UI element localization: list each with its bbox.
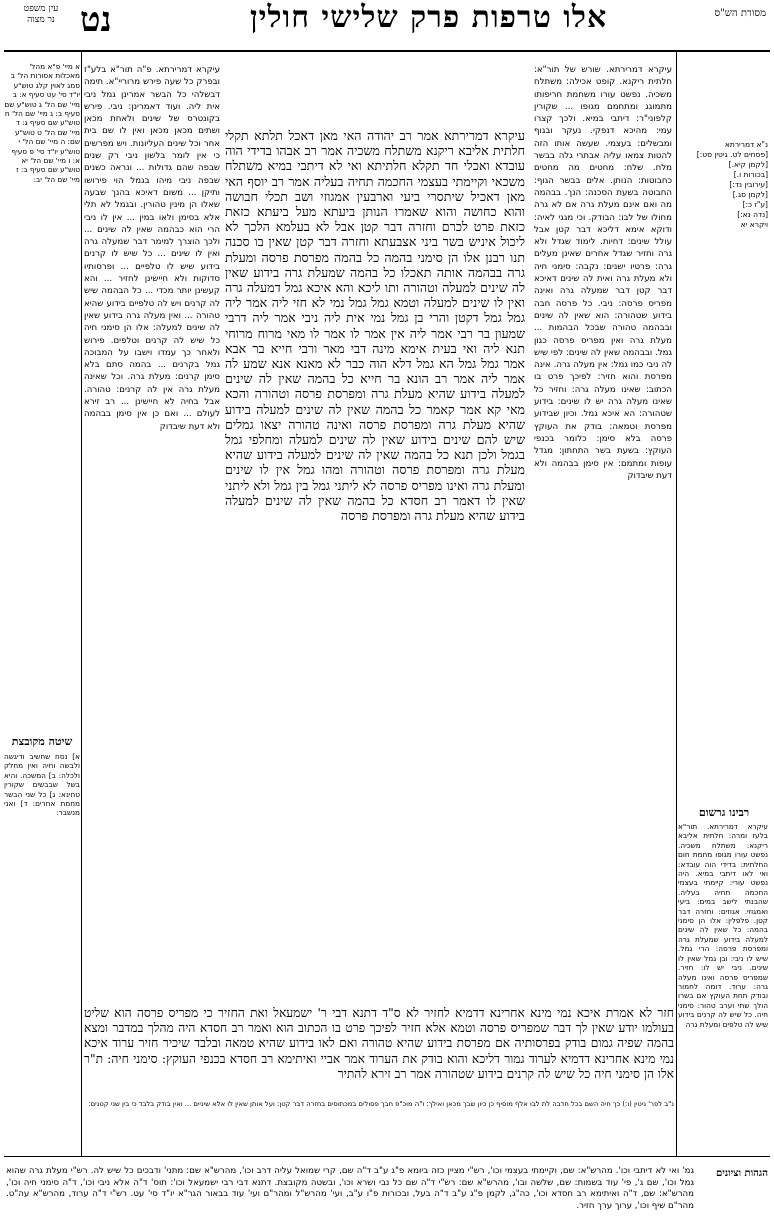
page-title: אלו טרפות פרק שלישי חולין — [250, 0, 608, 35]
ein-mishpat-header: עין משפט נר מצוה — [23, 4, 59, 25]
footnote: נ"ב לפר' גיטין (ו:) כך חיה השם בכל חדבה לת לבו אלף מוסיף כן כיון שבך מכאן ואילך: ו"ה מוכ"פ חבך פסולים במכתוסים בחזרה דבר קטן: ועל אותן שאין לו אלא שיניים ... ואין בודק בלבד כי בין שני קטנים: — [88, 1100, 674, 1108]
header-rule — [4, 50, 770, 52]
gemara-continuation — [84, 1006, 674, 1098]
rabbeinu-gershom-title: רבינו גרשום — [698, 806, 750, 819]
hagahot-rule — [4, 1156, 770, 1157]
rashi-column: עיקרא דמרירתא. שורש של תור"א: חלתית ריקנא. קופט אכילה: משתלח משכיה. נפשט עורו משחמת חריפותו מתמוגג ומתחמם מגופו ... שקורין קלפוני"ר: דיתבי במיא. ולכך קצרו עמי: מהיכא דנפקי. נעקר ובגוף ומבשלים: בעצמי. שעשה אותו הזה להטות צמאו עליה אבתרי גלה בבשר מלח. שלח: מחטים מה מחטים כחבוטות: הנותן. אלים בבשר הגוף: החבוטה בשעת הסכנה: הנך. בבהמה מה ואם אינם מעלת גרה אם לא גרה מחולו של לבו: הבודק. וכי מגגי לאיה: ודוקא אימא דליכא דבר קטן אבל עולל שינים: דחיות. לימוד שגדל ולא גרה וחזיר שגדל אחרים שאינן מעלים גרה: פרטיו ישנים: נקבה: סימני חיה ולא מעלת גרה ואית לה שינים דאיכא דבר קטן דבר שמעלה גרה ואינה מפריס פרסה: ניבי. כל פרסה חבה בידוע שטהורה: הוא שאין לה שינים ובבהמה טהורה שבכל הבהמות ... מעלת גרה ואין מפריס פרסה כגון גמל. ובבהמה שאין לה שינים: לפי שיש לה ניבי כמו גמל: אין מעלה גרה. אינה מפרסת והוא חזיר: לפיכך פרט בו הכתוב: שאינו מעלה גרה: וחזיר כל שאינו מעלה גרה יש לו שינים: בידוע שטהורה: הא איכא גמל. וכיון שבידוע מפרסת וטמאה: בודק את העוקץ פרסה בלא סימן: כלומר בכנפי העוקץ: בשעת בשר התחתון: מגדל עופות ומתמם: אין סימן בבהמה ולא דעת שיבדוק — [534, 65, 672, 481]
tosafot-column: עיקרא דמרירתא. פ"ה תור"א בלע"ז ובפרק כל שעה פירש מרוריי"א. תימה דבשלהי כל הבשר אמרינן גמל ניבי אית ליה. ועוד דאמרינן: ניבי. פירש בקונטרס של שינים ולאחת מכאן ושתים מכאן מכאן ואין לו שם בית אחר וכל שינים העליונות. ויש מפרשים כי אין לומר בלשון ניבי רק שנים שבפה שהם גדולות ... ונראה כשנים שבפה ניבי מיהו בגמל הוי פירושו ותיקן ... משום דאיכא בהנך שבעה שאלו הן מינין טהורין. ובגמל לא תלי אלא בסימן ולאו במין ... אין לו ניבי הרי הוא כבהמה שאין לה שינים ... ולכך הוצרך למימר דבר שמעלה גרה ואין לו שינים ... כל שיש לו קרנים בידוע שיש לו טלפיים ... ופרסותיו סדוקות ולא חיישינן לחזיר ... והא קעשינן יותר מכדי ... כל הבהמה שיש לה קרנים ויש לה טלפיים בידוע שהיא טהורה ... ואין מעלה גרה בידוע שאין לה שינים למעלה: אלו הן סימני חיה כל שיש לה קרנים וטלפים. פירוש ולאחר כך עמדו וישבו על המבוכה גמל בקרנים ... בהמה סתם בלא סימן קרנים: מעלת גרה. וכל שאינה מעלת גרה אין לה קרנים: טהורה. אבל בחיה לא חיישינן ... רב זירא לעולם ... ואם כן אין סימן בבהמה ולא דעת שיבדוק — [84, 65, 220, 432]
masoret-header: מסורת הש"ס — [714, 8, 766, 19]
left-margin-rule — [81, 52, 82, 1156]
rabbeinu-gershom-text: עיקרא דמרירתא. תור"א בלעז ומרה: חלתית אליבא ריקנא: משתלח משכיה. נפשט עורו מגופו מחמת חום החלתית: בדידי הוה עובדא: ואי לאו דיתבי במיא. היה נפשט עורי: קיימתי בעצמי החכמה תחיה בעליה. שהבנתי לישב במים: ביעי ואמגוזי. אגוזים: וחזרה דבר קטן. פלפלין: אלו הן סימני בהמה: כל שאין לה שינים למעלה בידוע שמעלת גרה ומפרסת פרסה: הרי גמל. שיש לו ניבי: ובן גמל שאין לו שינים. ניבי יש לו: חזיר. שמפריס פרסה ואינו מעלה גרה: ערוד. דומה לחמור ובודק תחת העוקץ אם בשרו הולך שתי וערב טהור: סימני חיה. כל שיש לה קרנים בידוע שיש לה טלפים ומעלת גרה — [678, 822, 768, 1029]
masoret-margin-notes: נ"א דמרירתא [פסחים לט. גיטין סט:] [לקמן קיא.] [בכורות ו.] [עירובין נד:] [לקמן סג.] [ע"ז כ:] [נדה נא:] ויקרא יא — [696, 140, 768, 229]
shita-mekubetzet-title: שיטה מקובצת — [11, 735, 73, 748]
hagahot-text: גמ' ואי לא דיתבי וכו'. מהרש"א: שם, וקיימתי בעצמי וכו', רש"י מציין כזה ביומא פ"ג ע"ב ד"ה שם, קרי שמואל עליה דרב וכו', מהרש"א שם: מתני' ודבכים כל שיש לה. רש"י מעלת גרה שהוא גמל וכו', שם ג', פי' עוד בשמות: שם, שלשה ובו', מהרש"א שם: רש"י ד"ה שם כל נבי ושרא וכו', ובשטה מקובצת. דתנא דבי רבי ישמעאל וכו': תוס' ד"ה אלא ניבי וכו', ד"ה סימני חיה וכו', מהרש"א: שם, ד"ה ואיתימא רב חסדא וכו', כה"ג, לקמן פ"ג ע"ב ד"ה בעל, ובכורות פ"ו ע"ב, ועי' מהרש"ל ומהר"ם ועי' עוד בבאור הגר"א יו"ד סי' עט. רש"י ד"ה ערוד, מהרש"א עה"ט. מהר"ם שיף וכו', ערוך ערך חזיר. — [6, 1166, 694, 1211]
gemara-text: עיקרא דמרירתא אמר רב יהודה האי מאן דאכל תלתא תקלי חלתית אליבא ריקנא משתלח משכיה אמר רב אבהו בדידי הוה עובדא ואכלי חד תקלא חלתיתא ואי לא דיתבי במיא משתלח משכאי וקיימתי בעצמי החכמה תחיה בעליה אמר רב יוסף האי מאן דאכיל שיתסרי ביעי וארבעין אמגוזי ושב תכלי חבושה והוא כחושה והוא שאמרו הנותן ביעתא מעל ביעתא כזאת כזאת פרט לכרם וחזרה דבר קטן אבל לא בעלמא הלכך לא ליכול איניש בשר ביני אצבעתא וחזרה דבר קטן שאין בו סכנה תנו רבנן אלו הן סימני בהמה כל בהמה מפרסת פרסה ומעלת גרה בבהמה אותה תאכלו כל בהמה שמעלת גרה בידוע שאין לה שינים למעלה וטהורה ותו ליכא והא איכא גמל דמעלה גרה ואין לו שינים למעלה וטמא גמל גמל נמי לא חזי ליה אמר ליה גמל גמל דקטן והרי בן גמל נמי אית ליה ניבי אמר ליה דרבי שמעון בר רבי אמר ליה אין אמר לו אמר לו מאי מרוח מרוחי תנא ליה ואי בעית אימא מינה דבי מאר ורבי חייא בר אבא אמר גמל גמל הא גמל דלא הוה כבר לא מאנא אנא שמע לה אמר ליה אמר רב הונא בר חייא כל בהמה שאין לה שינים למעלה בידוע שהיא מעלת גרה ומפרסת פרסה וטהורה והכא מאי קא אמר קאמר כל בהמה שאין לה שינים למעלה בידוע שהיא מעלת גרה ומפרסת פרסה ואינה טהורה יצאו גמלים שיש להם שינים בידוע שאין לה שינים למעלה ומחלפי גמל בגמל ולכן תנא כל בהמה שאין לה שינים למעלה בידוע שהיא מעלת גרה ומפרסת פרסה וטהורה ומהו גמל אין לו שינים ומעלת גרה ואינו מפריס פרסה לא ליתני גמל בין גמל ולא ליתני שאין לו דאמר רב חסדא כל בהמה שאין לה שינים למעלה בידוע שהיא מעלת גרה ומפרסת פרסה — [225, 128, 525, 524]
ein-mishpat-column: א מיי' פ"א מהל' מאכלות אסורות הל' ב סמג לאוין קלג טוש"ע יו"ד סי' עט סעיף א: ב מיי' שם הל' ג טוש"ע שם סעיף ב: ג מיי' שם הל' ח טוש"ע שם סעיף ג: ד מיי' שם הל' ט טוש"ע שם: ה מיי' שם הל' י טוש"ע יו"ד סי' פ סעיף א: ו מיי' שם הל' יא טוש"ע שם סעיף ב: ז מיי' שם הל' יב: — [4, 62, 80, 184]
gemara-main-column — [225, 128, 525, 1000]
hagahot-title: הגהות וציונים — [715, 1168, 768, 1179]
right-margin-rule — [676, 52, 677, 1156]
gemara-continuation-text: חזר לא אמרת איכא נמי מינא אחרינא דדמיא לחזיר לא ס"ד דתנא דבי ר' ישמעאל ואת החזיר כי מפריס פרסה הוא שליט בעולמו יודע שאין לך דבר שמפריס פרסה וטמא אלא חזיר לפיכך פרט בו הכתוב הוא ואמר רב חסדא היה מהלך במדבר ומצא בהמה שפיה גמום בודק בפרסותיה אם מפרסת בידוע שהיא טהורה ואם לאו בידוע שהיא טמאה ובלבד שיכיר חזיר ערוד איכא נמי מינא אחרינא דדמיא לערוד גמור דליכא והוא בודק את הערוד אמר אביי ואיתימא רב חסדא בכנפי העוקץ: סימני חיה: ת"ר אלו הן סימני חיה כל שיש לה קרנים בידוע שטהורה אמר רב זירא להתיר — [84, 1006, 674, 1081]
daf-number: נט — [80, 0, 112, 40]
shita-mekubetzet-text: א] נסח שחשיב ודיגשה ולבשה וחיה ואין מחלק ולכלה: ב] המשכה. והיא בשל שבבשים שקורין טחינא: ג] כל שני הבשר מחמת אחרים: ד] ואני מנשבר: — [4, 752, 80, 818]
